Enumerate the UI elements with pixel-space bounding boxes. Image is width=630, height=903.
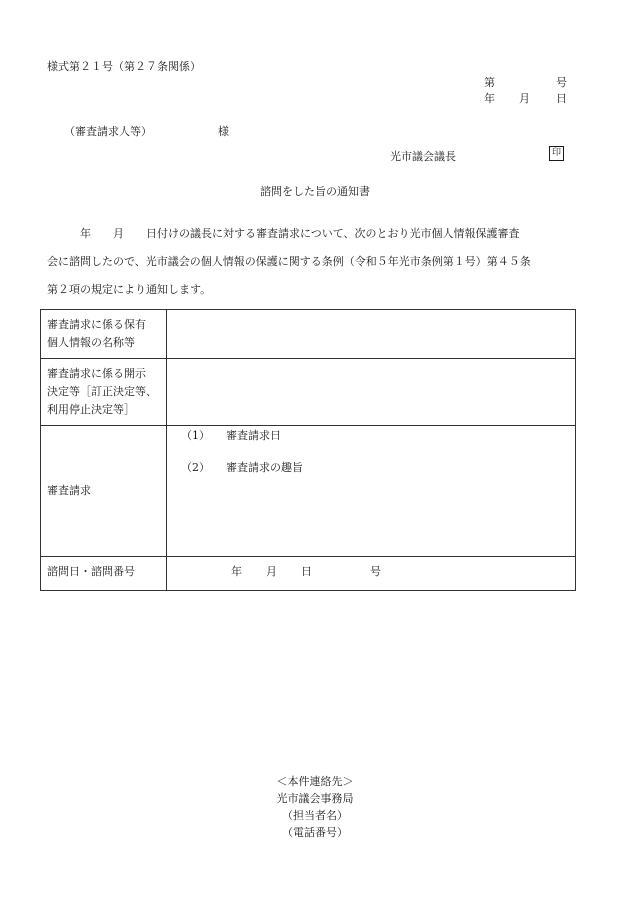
doc-number-prefix: 第	[484, 76, 495, 89]
contact-block	[0, 773, 630, 841]
honorific: 様	[218, 125, 229, 138]
item-number: （2）	[181, 461, 210, 474]
table-label-cell	[41, 310, 167, 359]
item-number: （1）	[181, 429, 210, 442]
table-value-cell[interactable]	[167, 557, 576, 591]
notification-table	[40, 309, 576, 591]
row2-label-line-3: 利用停止決定等］	[47, 403, 135, 416]
request-date-item	[181, 427, 569, 445]
inquiry-date-number	[173, 563, 569, 581]
chairman-label: 光市議会議長	[390, 150, 456, 163]
date-month-label: 月	[519, 92, 530, 105]
row1-label-line-1: 審査請求に係る保有	[47, 318, 146, 331]
table-value-cell[interactable]	[167, 310, 576, 359]
document-title: 諮問をした旨の通知書	[260, 185, 370, 198]
row2-label-line-2: 決定等［訂正決定等、	[47, 385, 157, 398]
inquiry-year-label: 年	[231, 565, 242, 578]
row1-label-line-2: 個人情報の名称等	[47, 336, 135, 349]
row4-label: 諮問日・諮問番号	[47, 565, 135, 578]
contact-person: （担当者名）	[282, 809, 348, 822]
body-paragraph	[47, 220, 587, 304]
date-day-label: 日	[556, 92, 567, 105]
body-line-1: 年 月 日付けの議長に対する審査請求について、次のとおり光市個人情報保護審査	[47, 227, 520, 240]
table-label-cell	[41, 426, 167, 557]
table-row	[41, 359, 576, 426]
inquiry-number-label: 号	[370, 565, 381, 578]
seal-icon: 印	[549, 146, 564, 161]
requester-label: （審査請求人等）	[64, 125, 152, 138]
item-text: 審査請求の趣旨	[226, 461, 303, 474]
date-year-label: 年	[484, 92, 495, 105]
table-value-cell[interactable]	[167, 426, 576, 557]
contact-office: 光市議会事務局	[276, 792, 354, 805]
table-value-cell[interactable]	[167, 359, 576, 426]
body-line-2: 会に諮問したので、光市議会の個人情報の保護に関する条例（令和５年光市条例第１号）第４５条	[47, 255, 531, 268]
table-row	[41, 426, 576, 557]
item-text: 審査請求日	[226, 429, 281, 442]
table-row	[41, 310, 576, 359]
doc-number-suffix: 号	[556, 76, 567, 89]
body-line-3: 第２項の規定により通知します。	[47, 283, 212, 296]
table-row	[41, 557, 576, 591]
table-label-cell	[41, 557, 167, 591]
inquiry-day-label: 日	[301, 565, 312, 578]
row3-label: 審査請求	[47, 484, 91, 497]
contact-phone: （電話番号）	[282, 826, 348, 839]
request-purpose-item	[181, 459, 569, 477]
form-number: 様式第２１号（第２７条関係）	[47, 60, 201, 73]
inquiry-month-label: 月	[266, 565, 277, 578]
table-label-cell	[41, 359, 167, 426]
contact-heading: ＜本件連絡先＞	[276, 775, 354, 788]
row2-label-line-1: 審査請求に係る開示	[47, 367, 146, 380]
